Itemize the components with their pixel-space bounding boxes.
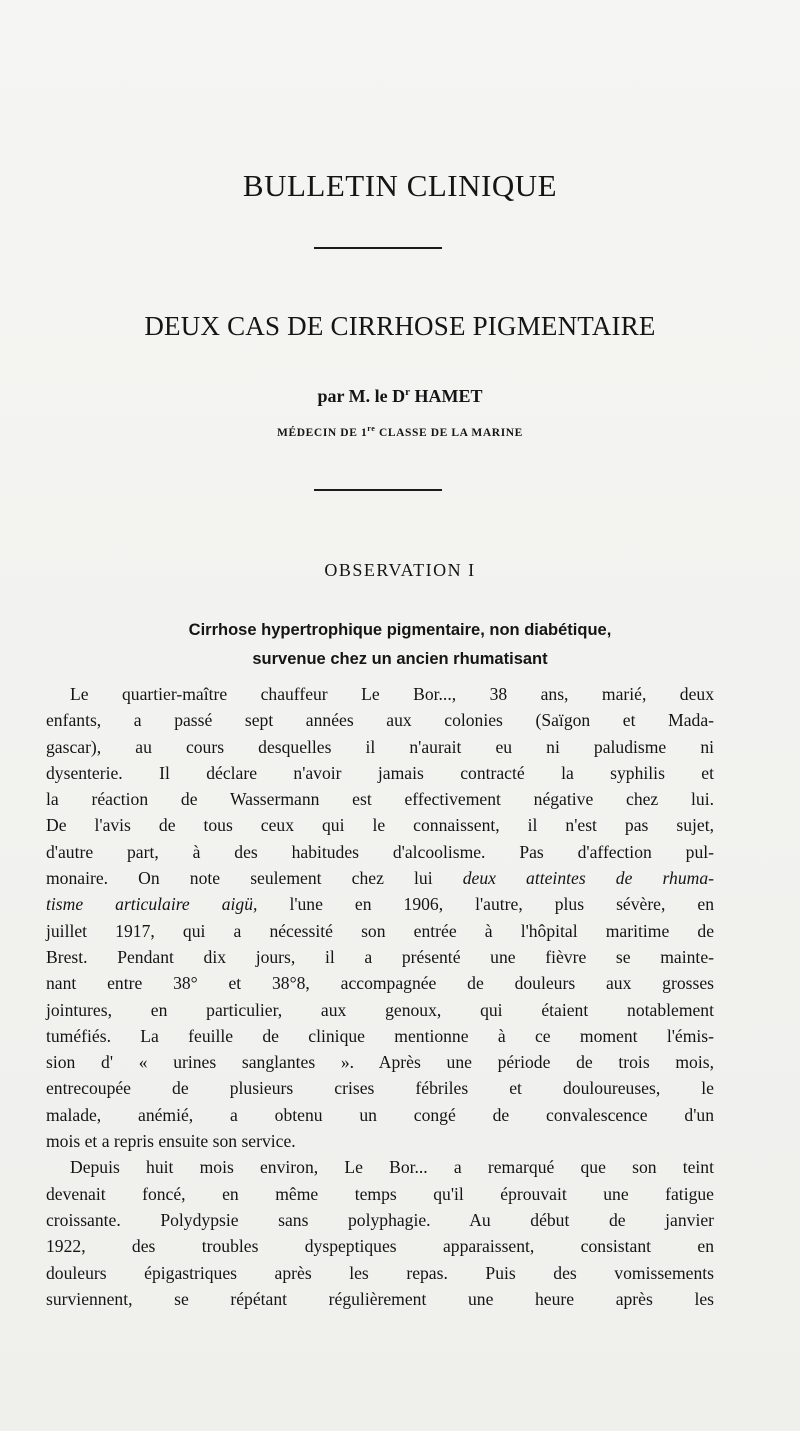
text-line: Le quartier-maître chauffeur Le Bor..., 38 ans, marié, deux	[70, 684, 714, 704]
text-line: croissante. Polydypsie sans polyphagie. Au début de janvier	[46, 1209, 714, 1230]
italic-segment: deux atteintes de rhuma-	[462, 868, 715, 889]
byline-sup: r	[405, 386, 411, 398]
text-line: jointures, en particulier, aux genoux, qui étaient notablement	[46, 999, 714, 1020]
author-name: HAMET	[410, 386, 483, 406]
text-line: sion d' « urines sanglantes ». Après une période de trois mois,	[46, 1052, 714, 1073]
title-divider-top	[314, 247, 442, 249]
text-line: devenait foncé, en même temps qu'il éprouvait une fatigue	[46, 1183, 714, 1204]
italic-segment: tisme articulaire aigü,	[46, 894, 258, 915]
text-line: 1922, des troubles dyspeptiques apparaissent, consistant en	[46, 1236, 714, 1257]
title-divider-bottom	[314, 489, 442, 491]
text-line: la réaction de Wassermann est effectivement négative chez lui.	[46, 789, 714, 810]
text-line: enfants, a passé sept années aux colonies (Saïgon et Mada-	[46, 710, 714, 731]
observation-subtitle	[0, 616, 800, 674]
observation-heading: OBSERVATION I	[324, 560, 476, 580]
text-line: surviennent, se répétant régulièrement une heure après les	[46, 1288, 714, 1309]
section-title: BULLETIN CLINIQUE	[242, 168, 558, 203]
text-line: malade, anémié, a obtenu un congé de convalescence d'un	[46, 1104, 714, 1125]
subtitle-line-1: Cirrhose hypertrophique pigmentaire, non diabétique,	[188, 621, 612, 639]
subtitle-line-2: survenue chez un ancien rhumatisant	[252, 650, 548, 668]
body-text	[46, 681, 714, 1312]
text-line: gascar), au cours desquelles il n'aurait eu ni paludisme ni	[46, 736, 714, 757]
text-line	[46, 891, 714, 917]
author-byline	[0, 386, 800, 407]
text-line: entrecoupée de plusieurs crises fébriles et douloureuses, le	[46, 1078, 714, 1099]
text-line	[46, 865, 714, 891]
text-line: juillet 1917, qui a nécessité son entrée à l'hôpital maritime de	[46, 920, 714, 941]
text-line: Depuis huit mois environ, Le Bor... a remarqué que son teint	[70, 1157, 714, 1178]
text-line: nant entre 38° et 38°8, accompagnée de douleurs aux grosses	[46, 973, 714, 994]
text-line: De l'avis de tous ceux qui le connaissent, il n'est pas sujet,	[46, 815, 714, 836]
text-line: mois et a repris ensuite son service.	[46, 1131, 296, 1152]
text-line: dysenterie. Il déclare n'avoir jamais contracté la syphilis et	[46, 762, 714, 783]
text-line: douleurs épigastriques après les repas. Puis des vomissements	[46, 1262, 714, 1283]
text-line: tuméfiés. La feuille de clinique mentionne à ce moment l'émis-	[46, 1025, 714, 1046]
affiliation-sup: re	[367, 424, 376, 433]
text-segment: l'une en 1906, l'autre, plus sévère, en	[257, 894, 715, 915]
author-affiliation	[0, 424, 800, 439]
affiliation-pre: MÉDECIN DE 1	[277, 426, 368, 439]
affiliation-post: CLASSE DE LA MARINE	[375, 426, 523, 439]
text-segment: monaire. On note seulement chez lui	[46, 868, 463, 889]
text-line: d'autre part, à des habitudes d'alcoolisme. Pas d'affection pul-	[46, 841, 714, 862]
byline-prefix: par M. le D	[317, 386, 406, 406]
article-title: DEUX CAS DE CIRRHOSE PIGMENTAIRE	[144, 311, 656, 341]
text-line: Brest. Pendant dix jours, il a présenté une fièvre se mainte-	[46, 946, 714, 967]
